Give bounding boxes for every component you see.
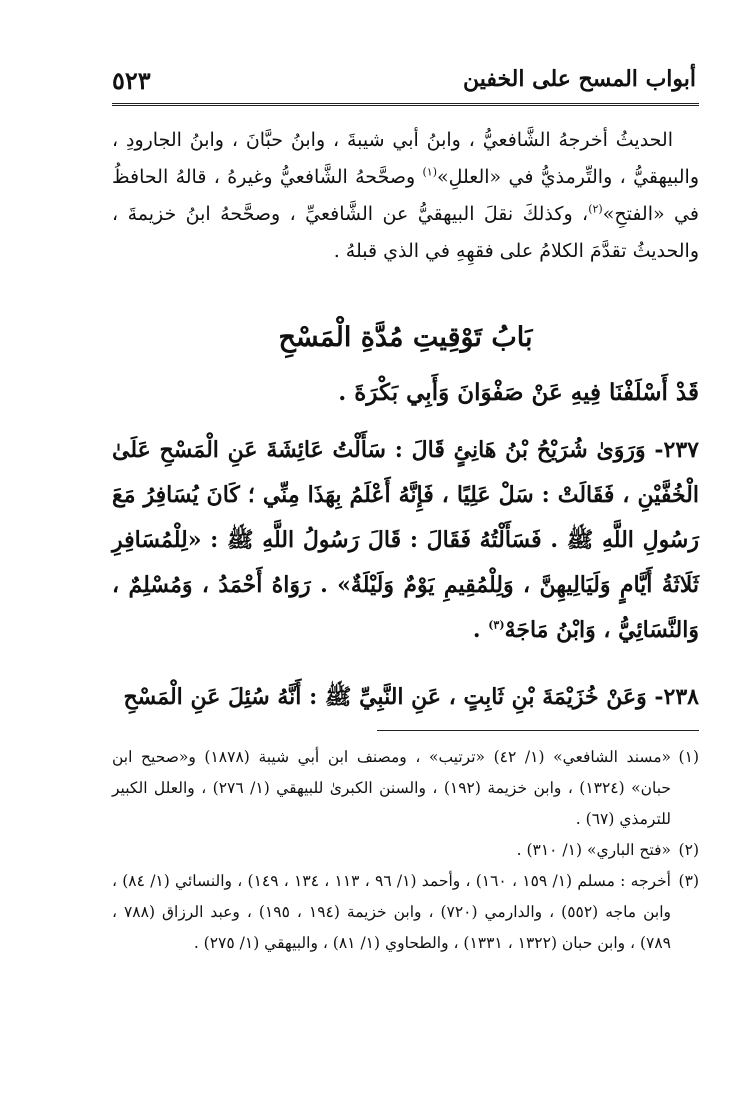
hadith-237 <box>112 428 699 653</box>
footnote-2 <box>112 835 699 866</box>
running-title: أبواب المسح على الخفين <box>462 66 696 92</box>
hadith-238 <box>112 675 699 720</box>
commentary-part-3: ، وكذلكَ نقلَ البيهقيُّ عن الشَّافعيِّ ، وصحَّحهُ ابنُ خزيمةَ ، والحديثُ تقدَّمَ الكلامُ على فقهِهِ في الذي قبلهُ . <box>112 203 699 262</box>
footnote-3 <box>112 866 699 959</box>
commentary-paragraph <box>112 122 699 270</box>
hadith-end: . <box>472 617 489 643</box>
page-header <box>112 58 696 104</box>
footnote-number: (٣) <box>678 872 699 890</box>
footnote-ref-2: (٢) <box>588 202 603 216</box>
page-number: ٥٢٣ <box>112 66 151 95</box>
footnotes <box>112 742 699 959</box>
chapter-intro: قَدْ أَسْلَفْنَا فِيهِ عَنْ صَفْوَانَ وَأَبِي بَكْرَةَ . <box>338 379 699 406</box>
footnote-text: «فتح الباري» (١/ ٣١٠) . <box>516 841 671 859</box>
footnote-text: أخرجه : مسلم (١/ ١٥٩ ، ١٦٠) ، وأحمد (١/ ٩٦ ، ١١٣ ، ١٣٤ ، ١٤٩) ، والنسائي (١/ ٨٤) ، وابن ماجه (٥٥٢) ، والدارمي (٧٢٠) ، وابن خزيمة (١٩٤ ، ١٩٥) ، وعبد الرزاق (٧٨٨ ، ٧٨٩) ، وابن حبان (١٣٢٢ ، ١٣٣١) ، والطحاوي (١/ ٨١) ، والبيهقي (١/ ٢٧٥) . <box>112 872 671 952</box>
footnote-1 <box>112 742 699 835</box>
footnote-ref-1: (١) <box>422 165 437 179</box>
hadith-text: وَعَنْ خُزَيْمَةَ بْنِ ثَابِتٍ ، عَنِ النَّبِيِّ ﷺ : أَنَّهُ سُئِلَ عَنِ الْمَسْحِ <box>123 684 655 710</box>
footnote-number: (٢) <box>678 841 699 859</box>
header-rule <box>112 103 699 106</box>
commentary-text <box>112 122 699 270</box>
hadith-text: وَرَوَىٰ شُرَيْحُ بْنُ هَانِئٍ قَالَ : سَأَلْتُ عَائِشَةَ عَنِ الْمَسْحِ عَلَىٰ الْخُفَّيْنِ ، فَقَالَتْ : سَلْ عَلِيًا ، فَإِنَّهُ أَعْلَمُ بِهَذَا مِنِّي ؛ كَانَ يُسَافِرُ مَعَ رَسُولِ اللَّهِ ﷺ . فَسَأَلْتُهُ فَقَالَ : قَالَ رَسُولُ اللَّهِ ﷺ : «لِلْمُسَافِرِ ثَلَاثَةُ أَيَّامٍ وَلَيَالِيهِنَّ ، وَلِلْمُقِيمِ يَوْمٌ وَلَيْلَةٌ» . رَوَاهُ أَحْمَدُ ، وَمُسْلِمٌ ، وَالنَّسَائِيُّ ، وَابْنُ مَاجَهْ <box>112 437 699 643</box>
footnote-number: (١) <box>678 748 699 766</box>
chapter-title: بَابُ تَوْقِيتِ مُدَّةِ الْمَسْحِ <box>278 322 533 353</box>
footnote-ref-3: (٣) <box>488 618 505 632</box>
commentary-part-1: الحديثُ أخرجهُ الشَّافعيُّ ، وابنُ أبي شيبةَ ، وابنُ حبَّانَ ، وابنُ الجارودِ ، والبيهقيُّ ، والتِّرمذيُّ في «العللِ» <box>112 129 699 188</box>
footnote-separator <box>377 730 699 731</box>
commentary-part-2: وصحَّحهُ الشَّافعيُّ وغيرهُ ، قالهُ الحافظُ في «الفتحِ» <box>112 166 699 225</box>
hadith-number: ٢٣٧- <box>654 437 699 463</box>
hadith-number: ٢٣٨- <box>654 684 699 710</box>
footnote-text: «مسند الشافعي» (١/ ٤٢) «ترتيب» ، ومصنف ابن أبي شيبة (١٨٧٨) و«صحيح ابن حبان» (١٣٢٤) ، وابن خزيمة (١٩٢) ، والسنن الكبرىٰ للبيهقي (١/ ٢٧٦) ، والعلل الكبير للترمذي (٦٧) . <box>112 748 671 828</box>
